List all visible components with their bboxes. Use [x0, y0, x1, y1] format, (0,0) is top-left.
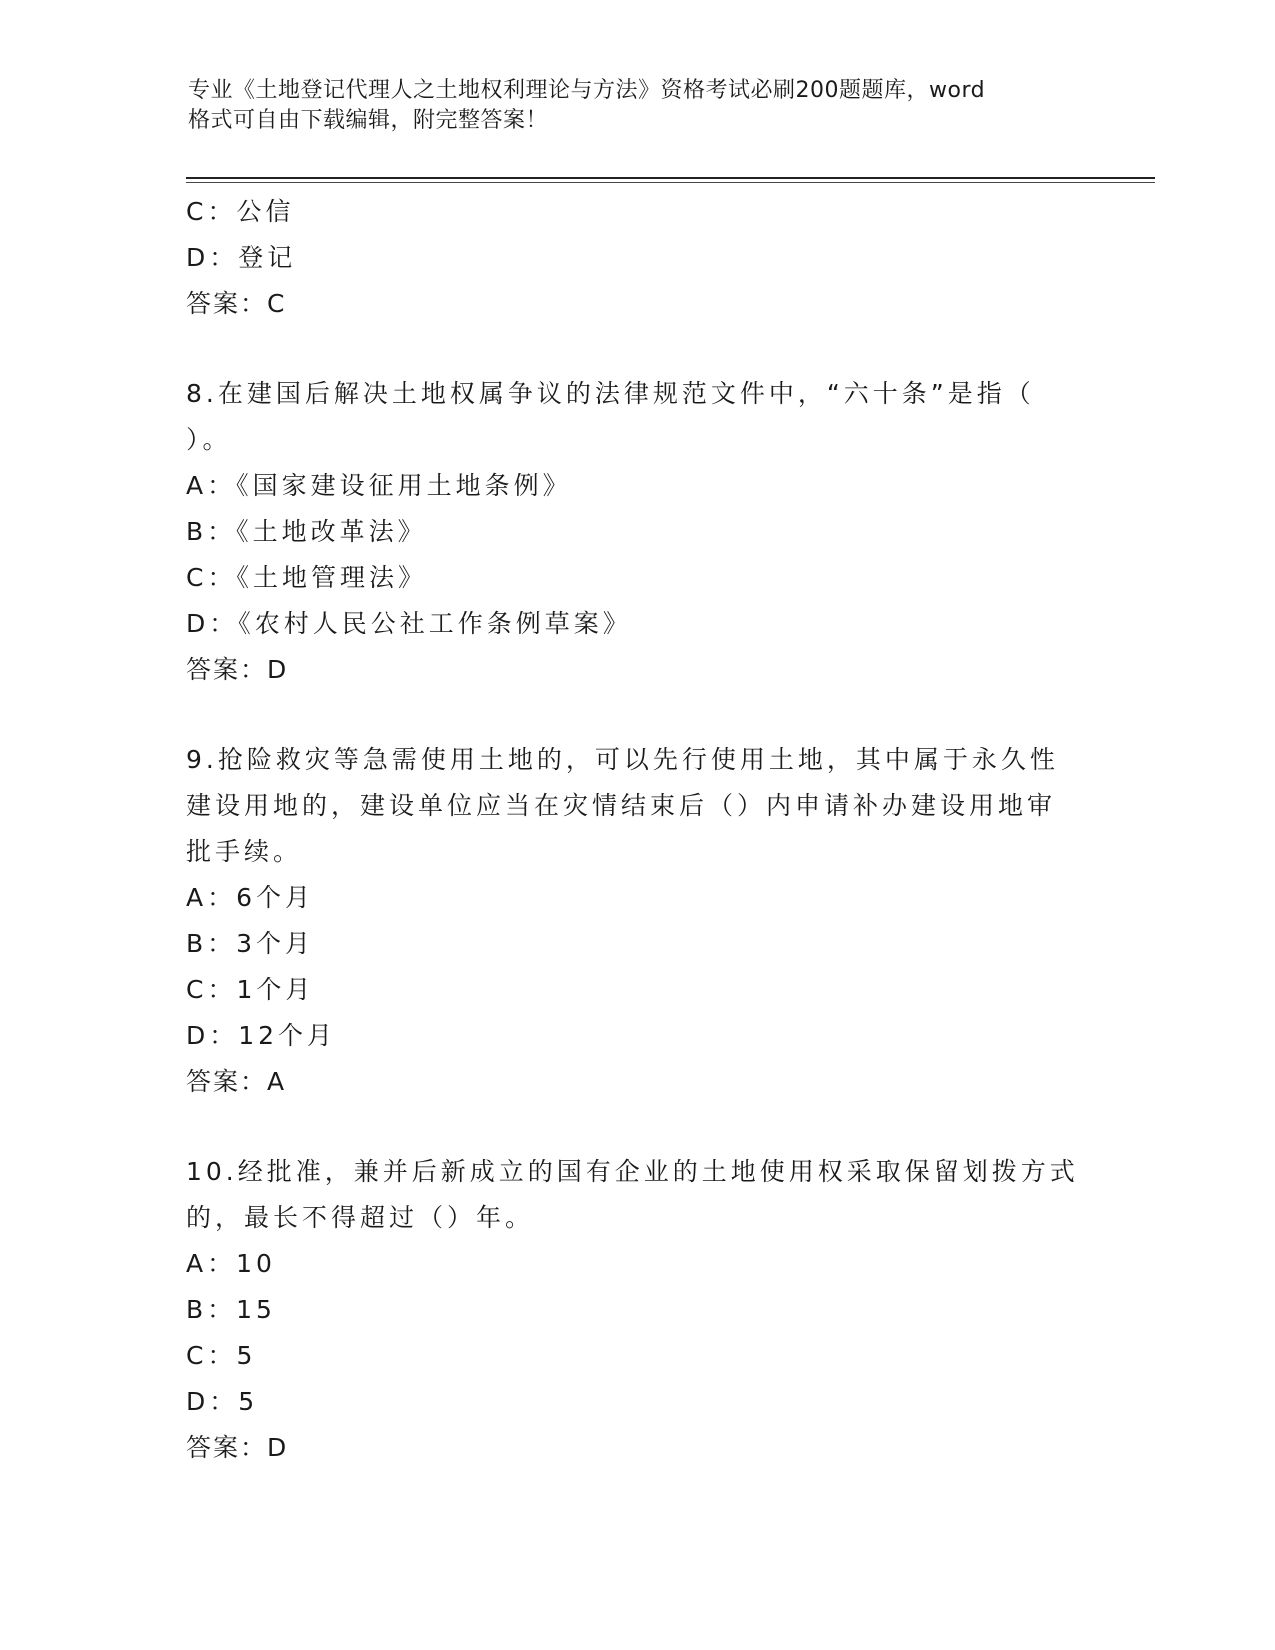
- header-divider-thick: [186, 177, 1155, 179]
- question-list: [186, 189, 1086, 1471]
- q7-option-d: D：登记: [186, 243, 297, 272]
- document-header: [188, 76, 1088, 136]
- q8-option-d: D：《农村人民公社工作条例草案》: [186, 609, 632, 638]
- q10-text-line-2: 的，最长不得超过（）年。: [186, 1203, 535, 1232]
- spacer: [186, 693, 1086, 737]
- q8-option-a: A：《国家建设征用土地条例》: [186, 471, 572, 500]
- q9-option-a: A：6个月: [186, 883, 315, 912]
- q8-text-line-2: ）。: [186, 425, 232, 454]
- header-line-2: 格式可自由下载编辑，附完整答案！: [188, 108, 549, 133]
- q10-option-d: D：5: [186, 1387, 259, 1416]
- spacer: [186, 327, 1086, 371]
- spacer: [186, 1105, 1086, 1149]
- q7-answer: 答案：C: [186, 289, 287, 318]
- q9-option-c: C：1个月: [186, 975, 315, 1004]
- q9-text-line-2: 建设用地的，建设单位应当在灾情结束后（）内申请补办建设用地审: [186, 791, 1057, 820]
- header-line-1: 专业《土地登记代理人之土地权利理论与方法》资格考试必刷200题题库，word: [188, 78, 986, 103]
- header-divider-thin: [186, 182, 1155, 183]
- question-7: [186, 189, 1086, 327]
- q8-option-b: B：《土地改革法》: [186, 517, 427, 546]
- question-8: [186, 371, 1086, 693]
- q8-answer: 答案：D: [186, 655, 289, 684]
- q9-text-line-1: 9.抢险救灾等急需使用土地的，可以先行使用土地，其中属于永久性: [186, 745, 1059, 774]
- question-9: [186, 737, 1086, 1105]
- q9-option-b: B：3个月: [186, 929, 315, 958]
- q10-text-line-1: 10.经批准，兼并后新成立的国有企业的土地使用权采取保留划拨方式: [186, 1157, 1079, 1186]
- q10-option-c: C：5: [186, 1341, 257, 1370]
- question-10: [186, 1149, 1086, 1471]
- q10-option-a: A：10: [186, 1249, 276, 1278]
- q9-text-line-3: 批手续。: [186, 837, 303, 866]
- q10-answer: 答案：D: [186, 1433, 289, 1462]
- q8-option-c: C：《土地管理法》: [186, 563, 427, 592]
- q9-option-d: D：12个月: [186, 1021, 337, 1050]
- q10-option-b: B：15: [186, 1295, 276, 1324]
- q8-text-line-1: 8.在建国后解决土地权属争议的法律规范文件中，“六十条”是指（: [186, 379, 1035, 408]
- q9-answer: 答案：A: [186, 1067, 287, 1096]
- q7-option-c: C：公信: [186, 197, 295, 226]
